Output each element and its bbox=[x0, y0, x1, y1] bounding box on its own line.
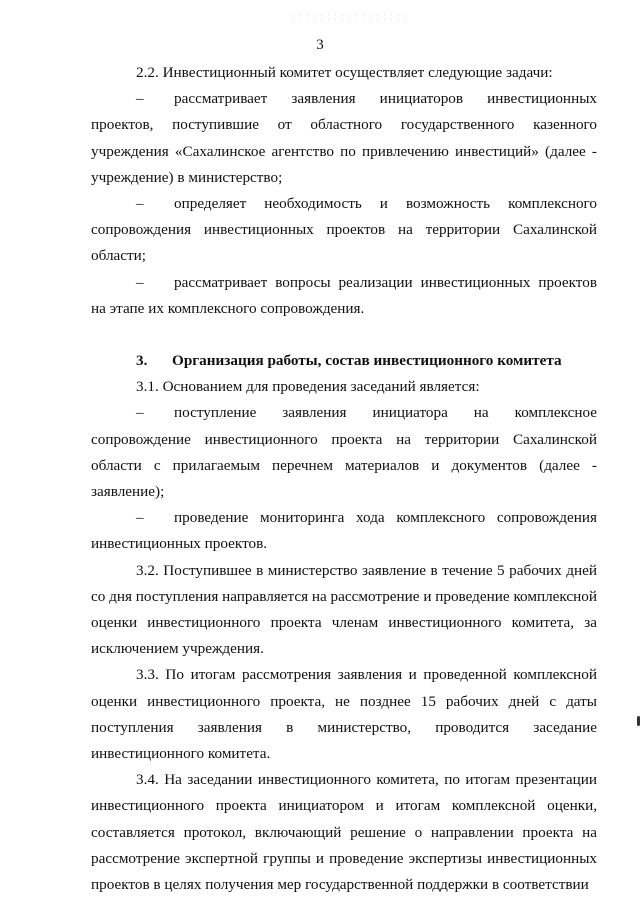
dash-bullet: – bbox=[136, 404, 144, 422]
section-number: 3. bbox=[136, 352, 148, 370]
list-item-text: рассматривает заявления инициаторов инвестиционных проектов, поступившие от областного государственного казенного учреждения «Сахалинское агентство по привлечению инвестиций» (далее - учреждение) в министерство; bbox=[91, 90, 597, 186]
list-item bbox=[91, 270, 597, 322]
list-item-text: поступление заявления инициатора на комплексное сопровождение инвестиционного проекта на территории Сахалинской области с прилагаемым перечнем материалов и документов (далее - заявление); bbox=[91, 404, 597, 501]
list-item bbox=[91, 191, 597, 270]
paragraph-3-3: 3.3. По итогам рассмотрения заявления и проведенной комплексной оценки инвестиционного проекта, не позднее 15 рабочих дней с даты поступления заявления в министерство, проводится заседание инвестиционного комитета. bbox=[91, 666, 597, 763]
page-number: 3 bbox=[316, 37, 324, 53]
paragraph-3-2: 3.2. Поступившее в министерство заявление в течение 5 рабочих дней со дня поступления направляется на рассмотрение и проведение комплексной оценки инвестиционного проекта членам инвестиционного комитета, за исключением учреждения. bbox=[91, 561, 597, 658]
paragraph-3-1: 3.1. Основанием для проведения заседаний является: bbox=[136, 378, 480, 396]
document-body bbox=[91, 60, 597, 898]
dash-bullet: – bbox=[136, 509, 144, 527]
dash-bullet: – bbox=[136, 90, 144, 108]
list-item bbox=[91, 400, 597, 505]
paragraph-2-2: 2.2. Инвестиционный комитет осуществляет следующие задачи: bbox=[136, 64, 553, 81]
dash-bullet: – bbox=[136, 273, 144, 291]
list-item bbox=[91, 505, 597, 557]
scan-artifact bbox=[290, 12, 410, 24]
paragraph-3-4: 3.4. На заседании инвестиционного комитета, по итогам презентации инвестиционного проекта инициатором и итогам комплексной оценки, составляется протокол, включающий решение о направлении проекта на рассмотрение экспертной группы и проведение экспертизы инвестиционных проектов в целях получения мер государственной поддержки в соответствии bbox=[91, 771, 597, 894]
section-title: Организация работы, состав инвестиционного комитета bbox=[172, 352, 562, 370]
list-item-text: проведение мониторинга хода комплексного сопровождения инвестиционных проектов. bbox=[91, 509, 597, 553]
list-item-text: рассматривает вопросы реализации инвестиционных проектов на этапе их комплексного сопровождения. bbox=[91, 273, 597, 317]
list-item bbox=[91, 86, 597, 191]
list-item-text: определяет необходимость и возможность комплексного сопровождения инвестиционных проектов на территории Сахалинской области; bbox=[91, 195, 597, 265]
section-heading bbox=[91, 348, 597, 374]
dash-bullet: – bbox=[136, 195, 144, 213]
